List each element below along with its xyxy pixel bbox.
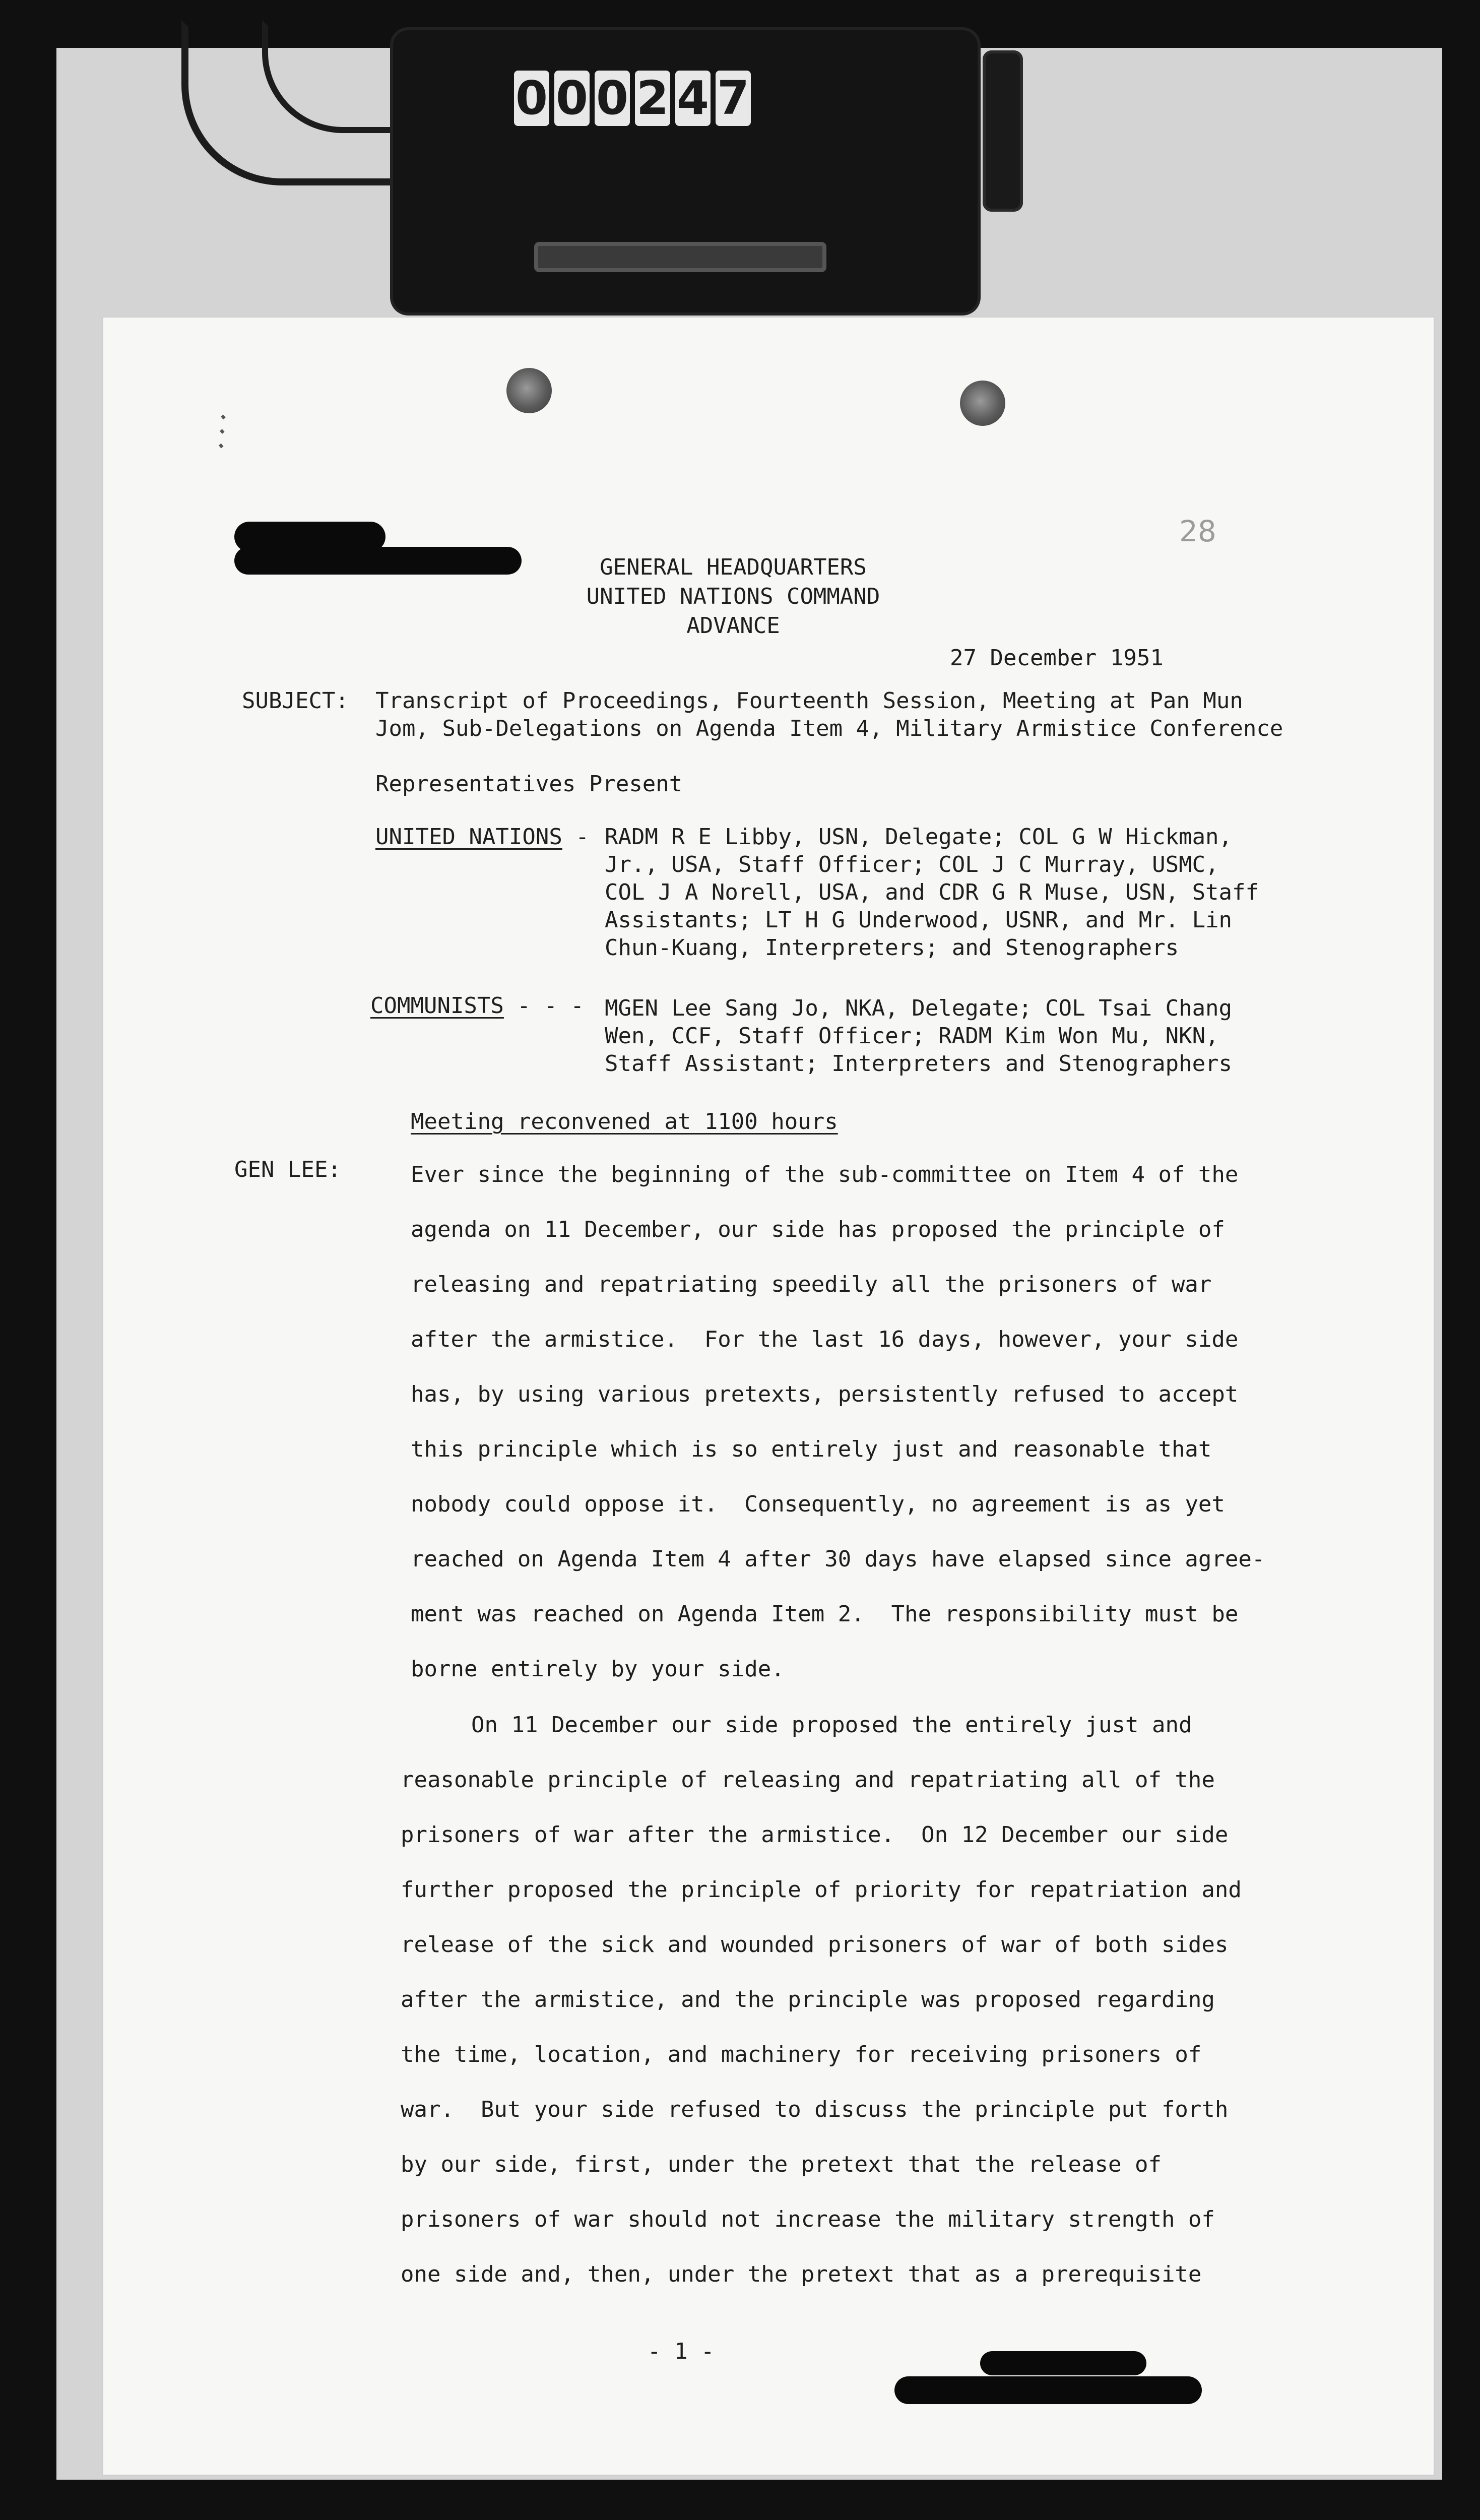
communists-line-3: Staff Assistant; Interpreters and Stenographers (605, 1051, 1233, 1077)
paragraph-1-line: after the armistice. For the last 16 days, however, your side (411, 1327, 1239, 1352)
paragraph-1-line: agenda on 11 December, our side has proposed the principle of (411, 1217, 1225, 1242)
header-line-3: ADVANCE (686, 613, 780, 639)
paragraph-1-line: releasing and repatriating speedily all the prisoners of war (411, 1272, 1212, 1297)
subject-label: SUBJECT: (242, 688, 349, 714)
redaction-bar (894, 2376, 1202, 2404)
subject-line-1: Transcript of Proceedings, Fourteenth Session, Meeting at Pan Mun (375, 688, 1243, 714)
paragraph-2-line: further proposed the principle of priority for repatriation and (401, 1877, 1242, 1903)
paragraph-1-line: reached on Agenda Item 4 after 30 days have elapsed since agree- (411, 1546, 1265, 1572)
un-line-2: Jr., USA, Staff Officer; COL J C Murray, USMC, (605, 852, 1219, 877)
paragraph-2-line: On 11 December our side proposed the entirely just and (471, 1712, 1192, 1738)
paragraph-1-line: has, by using various pretexts, persistently refused to accept (411, 1381, 1239, 1407)
un-line-1: RADM R E Libby, USN, Delegate; COL G W Hickman, (605, 824, 1233, 850)
paragraph-1-line: Ever since the beginning of the sub-committee on Item 4 of the (411, 1162, 1239, 1187)
stray-mark: ⋰ (199, 407, 245, 455)
communists-label: COMMUNISTS (370, 993, 504, 1019)
header-line-1: GENERAL HEADQUARTERS (600, 554, 867, 580)
paragraph-2-line: by our side, first, under the pretext that the release of (401, 2152, 1162, 2177)
paragraph-2-line: reasonable principle of releasing and repatriating all of the (401, 1767, 1215, 1793)
paragraph-2-line: prisoners of war after the armistice. On 12 December our side (401, 1822, 1229, 1848)
representatives-heading: Representatives Present (375, 771, 683, 797)
communists-line-1: MGEN Lee Sang Jo, NKA, Delegate; COL Tsai Chang (605, 995, 1233, 1021)
communists-line-2: Wen, CCF, Staff Officer; RADM Kim Won Mu, NKN, (605, 1023, 1219, 1049)
counter-digit: 0 (554, 71, 590, 126)
paragraph-2-line: war. But your side refused to discuss the principle put forth (401, 2097, 1229, 2122)
united-nations-dash: - (562, 824, 603, 850)
document-date: 27 December 1951 (950, 645, 1164, 671)
paragraph-1-line: borne entirely by your side. (411, 1656, 785, 1682)
header-line-2: UNITED NATIONS COMMAND (586, 584, 880, 609)
counter-digit: 0 (595, 71, 630, 126)
counter-digit: 2 (635, 71, 670, 126)
counter-digits (514, 71, 751, 126)
pencil-page-mark: 28 (1179, 514, 1216, 548)
paragraph-2-line: the time, location, and machinery for receiving prisoners of (401, 2042, 1202, 2067)
un-line-3: COL J A Norell, USA, and CDR G R Muse, USN, Staff (605, 879, 1259, 905)
un-line-4: Assistants; LT H G Underwood, USNR, and Mr. Lin (605, 907, 1233, 933)
paragraph-2-line: one side and, then, under the pretext that as a prerequisite (401, 2261, 1202, 2287)
paragraph-2-line: prisoners of war should not increase the military strength of (401, 2207, 1215, 2232)
counter-plate (534, 242, 826, 272)
speaker-label: GEN LEE: (234, 1157, 341, 1182)
paragraph-1-line: this principle which is so entirely just and reasonable that (411, 1436, 1212, 1462)
paragraph-2-line: release of the sick and wounded prisoners of war of both sides (401, 1932, 1229, 1958)
subject-line-2: Jom, Sub-Delegations on Agenda Item 4, Military Armistice Conference (375, 716, 1283, 741)
document-text (103, 318, 1434, 2475)
united-nations-label-row (375, 824, 602, 850)
meeting-note: Meeting reconvened at 1100 hours (411, 1109, 838, 1135)
redaction-bar (980, 2351, 1146, 2375)
counter-digit: 0 (514, 71, 549, 126)
communists-dash: - - - (503, 993, 598, 1019)
paragraph-2-line: after the armistice, and the principle was proposed regarding (401, 1987, 1215, 2012)
counter-digit: 7 (716, 71, 751, 126)
paragraph-1-line: ment was reached on Agenda Item 2. The responsibility must be (411, 1601, 1239, 1627)
united-nations-label: UNITED NATIONS (375, 824, 562, 850)
page-number: - 1 - (648, 2339, 715, 2364)
un-line-5: Chun-Kuang, Interpreters; and Stenographers (605, 935, 1179, 961)
paragraph-1-line: nobody could oppose it. Consequently, no agreement is as yet (411, 1491, 1225, 1517)
counter-digit: 4 (675, 71, 711, 126)
counter-knob (983, 50, 1023, 212)
document-page (103, 318, 1434, 2475)
communists-label-row (370, 993, 597, 1019)
